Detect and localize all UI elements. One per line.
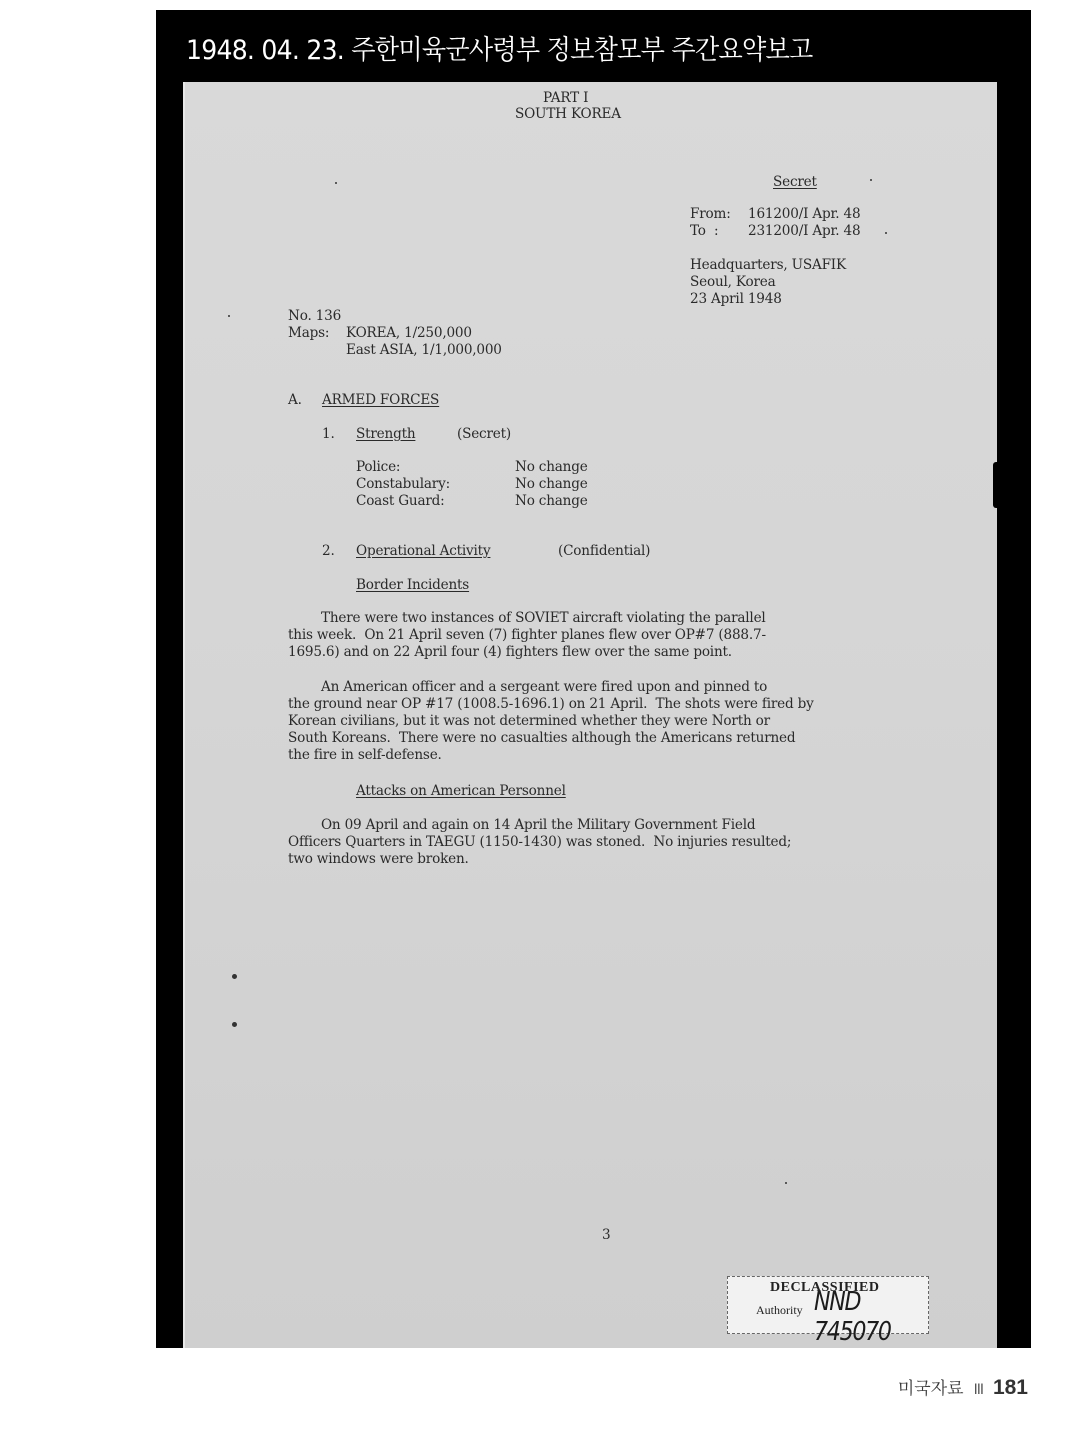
date-line: 23 April 1948 [690,291,782,307]
footer-separator: III [973,1382,983,1398]
strength-value: No change [515,476,588,492]
scanned-document [183,82,997,1348]
headquarters-line: Headquarters, USAFIK [690,257,846,273]
strength-label: Constabulary: [356,476,450,492]
document-frame [156,10,1031,1348]
stamp-authority-value: NND 745070 [814,1287,891,1347]
paper-tear [993,462,997,508]
section-a-title: ARMED FORCES [322,392,440,408]
map-reference: East ASIA, 1/1,000,000 [346,342,502,358]
speck [785,1182,787,1184]
document-page-number: 3 [602,1227,611,1243]
attacks-heading: Attacks on American Personnel [356,783,566,799]
item-1-title: Strength [356,426,416,442]
strength-label: Police: [356,459,401,475]
border-incidents-heading: Border Incidents [356,577,470,593]
stamp-authority-label: Authority [756,1303,803,1317]
classification-label: Secret [773,174,817,190]
speck [232,974,237,979]
location-line: Seoul, Korea [690,274,776,290]
text-line: On 09 April and again on 14 April the Military Government Field [288,817,756,833]
item-1-classification: (Secret) [457,426,511,442]
text-line: An American officer and a sergeant were fired upon and pinned to [288,679,768,695]
from-label: From: [690,206,731,222]
strength-label: Coast Guard: [356,493,445,509]
to-label: To : [690,223,719,239]
speck [232,1022,237,1027]
item-2-classification: (Confidential) [558,543,651,559]
text-line: Officers Quarters in TAEGU (1150-1430) was stoned. No injuries resulted; [288,834,792,850]
footer-section-label: 미국자료 [897,1379,964,1399]
page-footer [898,1374,1028,1400]
text-line: 1695.6) and on 22 April four (4) fighters flew over the same point. [288,644,732,660]
part-label: PART I [543,90,589,106]
page-title: 1948. 04. 23. 주한미육군사령부 정보참모부 주간요약보고 [186,35,813,66]
stamp-title: DECLASSIFIED [770,1280,880,1295]
text-line: this week. On 21 April seven (7) fighter planes flew over OP#7 (888.7- [288,627,766,643]
speck [870,179,872,181]
maps-label: Maps: [288,325,330,341]
footer-page-number: 181 [992,1376,1028,1399]
text-line: the ground near OP #17 (1008.5-1696.1) on 21 April. The shots were fired by [288,696,814,712]
text-line: two windows were broken. [288,851,469,867]
text-line: Korean civilians, but it was not determined whether they were North or [288,713,770,729]
strength-value: No change [515,493,588,509]
strength-value: No change [515,459,588,475]
map-reference: KOREA, 1/250,000 [346,325,472,341]
text-line: South Koreans. There were no casualties although the Americans returned [288,730,796,746]
speck [335,182,337,184]
text-line: the fire in self-defense. [288,747,442,763]
from-value: 161200/I Apr. 48 [748,206,861,222]
item-2-number: 2. [322,543,335,559]
item-2-title: Operational Activity [356,543,491,559]
declassified-stamp [727,1276,929,1347]
text-line: There were two instances of SOVIET aircraft violating the parallel [288,610,766,626]
item-1-number: 1. [322,426,335,442]
region-label: SOUTH KOREA [515,106,621,122]
to-value: 231200/I Apr. 48 [748,223,861,239]
speck [228,315,230,317]
report-number: No. 136 [288,308,342,324]
section-a-label: A. [288,392,302,408]
speck [885,232,887,234]
